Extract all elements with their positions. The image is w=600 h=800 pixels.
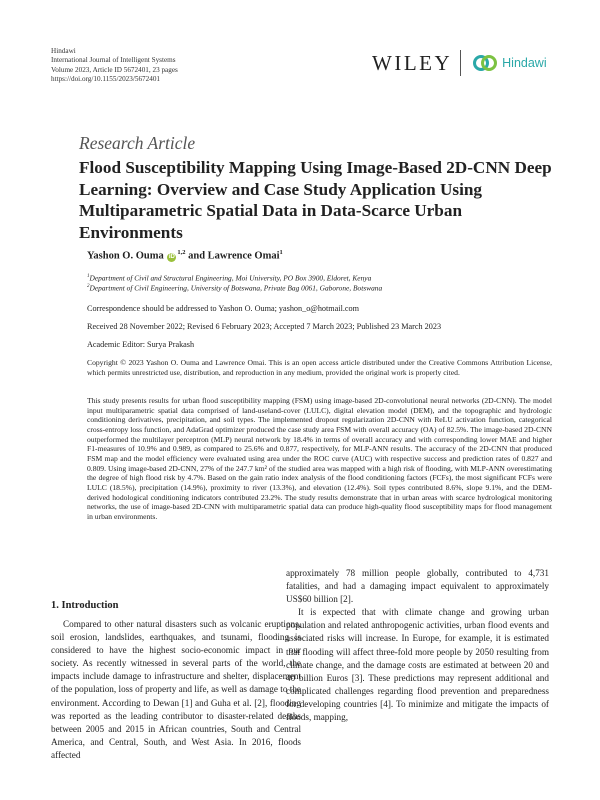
volume-info: Volume 2023, Article ID 5672401, 23 pages (51, 65, 178, 74)
author-affiliation-marker: 1,2 (177, 249, 186, 256)
section-heading: 1. Introduction (51, 600, 119, 611)
author-conjunction: and (185, 250, 208, 262)
paragraph: approximately 78 million people globally, contributed to 4,731 fatalities, and had a damaging impact equivalent to approximately US$60 billion [2]. (286, 568, 549, 605)
correspondence: Correspondence should be addressed to Yashon O. Ouma; yashon_o@hotmail.com (87, 304, 360, 313)
abstract: This study presents results for urban flood susceptibility mapping (FSM) using image-based 2D-convolutional neural networks (2D-CNN). The model input multiparametric spatial data comprised of land-useland-cover (LULC), digital elevation model (DEM), and the topographic and hydrologic conditioning derivatives, precipitation, and soil types. The implemented dropout regularization 2D-CNN with ReLU activation function, categorical cross-entropy loss function, and AdaGrad optimizer produced the case study area FSM with overall accuracy (OA) of 82.5%. The image-based 2D-CNN outperformed the multilayer perceptron (MLP) neural network by 18.4% in terms of overall accuracy and with corresponding lower MAE and higher F1-measures of 10.9% and 0.989, as compared to 25.6% and 0.877, respectively, for MLP-ANN results. The accuracy of the 2D-CNN that produced FSM map and the model efficiency were evaluated using area under the ROC curve (AUC) with respective success and prediction rates of 0.827 and 0.809. Using image-based 2D-CNN, 27% of the 247.7 km² of the studied area was mapped with a high risk of flooding, with MLP-ANN overestimating the degree of high flood risk by 4.7%. Based on the gain ratio index analysis of the flood conditioning factors (FCFs), the most significant FCFs were LULC (18.5%), precipitation (14.9%), proximity to river (13.3%), and elevation (12.4%). Soil types contributed 8.6%, slope 9.1%, and the DEM-derived hodological conditioning indicators contributed 23.2%. The study results demonstrate that in urban areas with scarce hydrological monitoring networks, the use of image-based 2D-CNN with multiparametric spatial data can produce high-quality flood susceptibility maps for flood management in urban environments. (87, 396, 552, 521)
hindawi-logo (472, 54, 546, 72)
author-name[interactable]: Yashon O. Ouma (87, 250, 164, 262)
article-dates: Received 28 November 2022; Revised 6 February 2023; Accepted 7 March 2023; Published 23 March 2023 (87, 322, 442, 331)
publisher-name: Hindawi (51, 47, 76, 55)
paper-title: Flood Susceptibility Mapping Using Image-Based 2D-CNN Deep Learning: Overview and Case Study Application Using Multiparametric Spatial Data in Data-Scarce Urban Environments (79, 158, 552, 242)
body-column-right (286, 567, 549, 724)
author-affiliation-marker: 1 (279, 249, 283, 256)
logo-divider (460, 50, 461, 76)
affiliation-marker: 2 (87, 284, 90, 289)
doi-link[interactable]: https://doi.org/10.1155/2023/5672401 (51, 75, 161, 84)
author-list (87, 249, 283, 262)
academic-editor: Academic Editor: Surya Prakash (87, 340, 195, 349)
affiliation-text: Department of Civil Engineering, University of Botswana, Private Bag 0061, Gaborone, Botswana (89, 283, 383, 293)
hindawi-logo-text: Hindawi (502, 56, 547, 70)
article-type: Research Article (79, 133, 196, 153)
hindawi-rings-icon (472, 54, 498, 72)
paragraph: It is expected that with climate change and growing urban population and related anthropogenic activities, urban flood events and associated risks will increase. In Europe, for example, it is estimated that flooding will affect three-fold more people by 2050 resulting from climate change, and the damage costs are estimated at between 20 and 40 billion Euros [3]. These predictions may represent additional and complicated challenges regarding flood prevention and preparedness for developing countries [4]. To minimize and mitigate the impacts of floods, mapping, (286, 607, 549, 723)
publisher-logos (372, 50, 547, 76)
body-column-left: Compared to other natural disasters such as volcanic eruptions, soil erosion, landslides, earthquakes, and tsunami, flooding is considered to have the highest socio-economic impact in our society. As recently witnessed in several parts of the world, the impacts include damage to infrastructure and shelter, displacement of the population, loss of property and life, as well as damage to the environment. According to Dewan [1] and Guha et al. [2], flooding was reported as the leading contributor to disaster-related deaths between 2005 and 2015 in African countries, South and Central America, and Central, South, and West Asia. In 2016, floods affected (51, 619, 301, 760)
affiliation (87, 282, 382, 293)
journal-name: International Journal of Intelligent Systems (51, 56, 176, 65)
affiliation-text: Department of Civil and Structural Engineering, Moi University, PO Box 3900, Eldoret, Kenya (89, 273, 372, 283)
affiliation-marker: 1 (87, 274, 90, 279)
author-name[interactable]: Lawrence Omai (207, 250, 280, 262)
copyright-notice: Copyright © 2023 Yashon O. Ouma and Lawrence Omai. This is an open access article distributed under the Creative Commons Attribution License, which permits unrestricted use, distribution, and reproduction in any medium, provided the original work is properly cited. (87, 358, 552, 377)
orcid-icon[interactable]: iD (168, 253, 175, 260)
journal-header (51, 47, 178, 85)
wiley-logo: WILEY (372, 50, 453, 75)
